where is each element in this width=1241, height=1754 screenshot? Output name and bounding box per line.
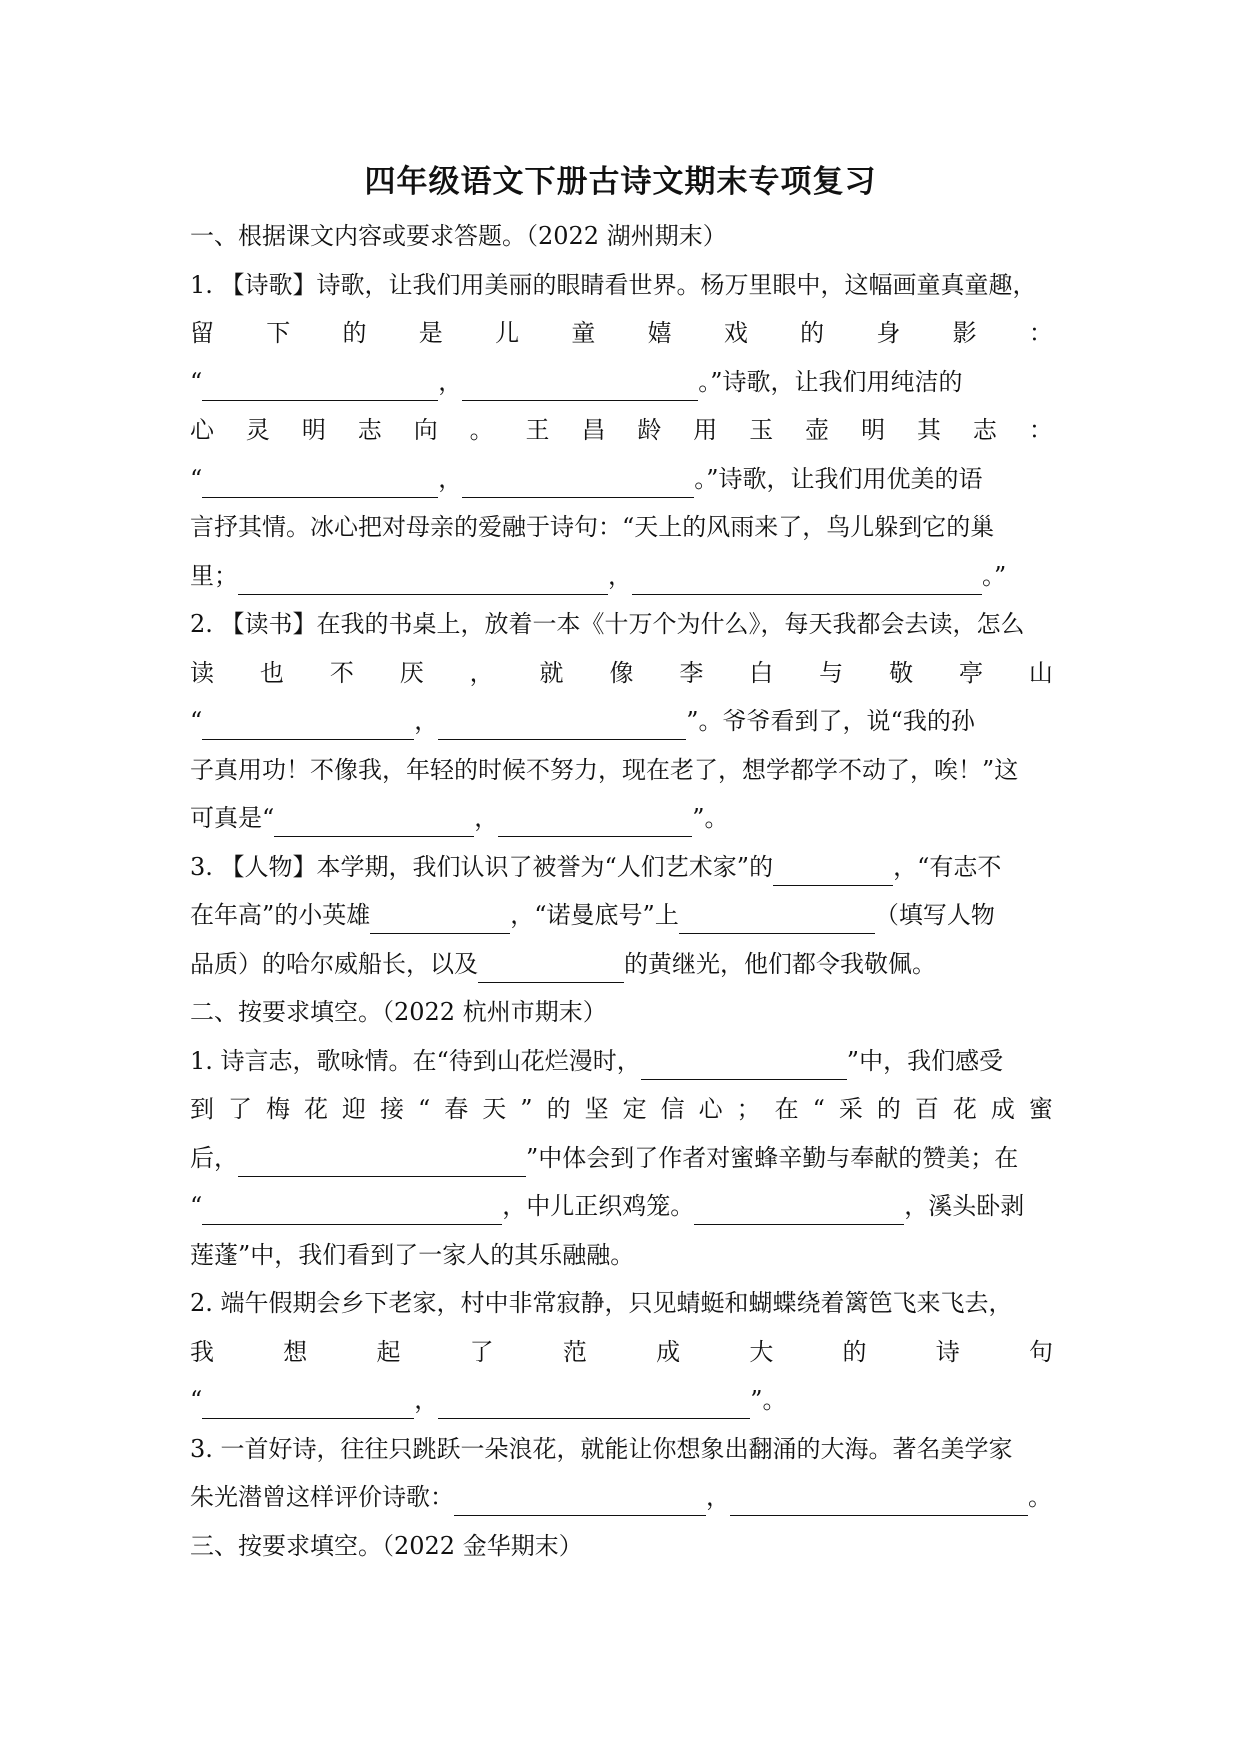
spaced-char: 留 [190,319,214,347]
q2-3-line-1: 3. 一首好诗，往往只跳跃一朵浪花，就能让你想象出翻涌的大海。著名美学家 [190,1435,1013,1463]
answer-blank[interactable] [641,1049,847,1080]
worksheet-title: 四年级语文下册古诗文期末专项复习 [364,164,877,200]
q1-1-line-5 [190,455,1053,504]
comma: ， [438,465,463,493]
spaced-char: ” [520,1095,533,1123]
spaced-char: 亭 [958,659,983,687]
spaced-char: 童 [571,319,596,347]
comma: ， [414,707,439,735]
comma: ， [438,368,463,396]
q1-2-line-1: 2. 【读书】在我的书桌上，放着一本《十万个为什么》，每天我都会去读，怎么 [190,610,1025,638]
comma: ， [414,1386,439,1414]
line-text: ”。 [692,804,729,832]
line-text: 1. 诗言志，歌咏情。在“待到山花烂漫时， [190,1047,641,1075]
answer-blank[interactable] [462,370,698,401]
spaced-char: 的 [546,1095,571,1123]
spaced-char: 昌 [581,416,606,444]
q2-3-line-2 [190,1473,1053,1522]
line-text: （填写人物 [874,901,995,929]
spaced-char: 百 [914,1095,939,1123]
q2-1-line-1 [190,1037,1053,1086]
spaced-char: ； [736,1095,761,1123]
answer-blank[interactable] [462,467,694,498]
spaced-char: 像 [609,659,634,687]
answer-blank[interactable] [498,806,692,837]
open-quote: “ [190,368,203,396]
spaced-char: 了 [228,1095,252,1123]
spaced-char: 心 [698,1095,723,1123]
spaced-char: 定 [622,1095,647,1123]
line-text: 。”诗歌，让我们用纯洁的 [698,368,963,396]
spaced-char: 明 [301,416,326,444]
q1-2-line-3 [190,697,1053,746]
q1-1-line-2 [190,309,1053,358]
spaced-char: 山 [1028,659,1053,687]
answer-blank[interactable] [238,564,608,595]
answer-blank[interactable] [274,806,474,837]
spaced-char: 春 [444,1095,469,1123]
q2-1-line-5: 莲蓬”中，我们看到了一家人的其乐融融。 [190,1241,635,1269]
spaced-char: 信 [660,1095,685,1123]
spaced-char: 迎 [342,1095,366,1123]
spaced-char: 用 [693,416,718,444]
q1-2-line-2 [190,649,1053,698]
spaced-char: 的 [842,1338,867,1366]
answer-blank[interactable] [238,1146,526,1177]
spaced-char: 志 [357,416,382,444]
line-text: 朱光潜曾这样评价诗歌： [190,1483,454,1511]
spaced-char: “ [418,1095,431,1123]
answer-blank[interactable] [202,1388,414,1419]
line-text: ，“诺曼底号”上 [510,901,679,929]
answer-blank[interactable] [202,1194,502,1225]
line-text: 后， [190,1144,238,1172]
q2-2-line-3 [190,1376,1053,1425]
spaced-char: 玉 [749,416,774,444]
q1-1-line-3 [190,358,1053,407]
open-quote: “ [190,465,203,493]
answer-blank[interactable] [632,564,982,595]
line-text: ，溪头卧剥 [904,1192,1025,1220]
spaced-char: 梅 [266,1095,290,1123]
q2-1-line-2 [190,1085,1053,1134]
comma: ， [706,1483,730,1511]
answer-blank[interactable] [730,1485,1028,1516]
spaced-char: 天 [482,1095,507,1123]
line-text: 可真是“ [190,804,275,832]
spaced-char: 影 [952,319,977,347]
q1-1-line-4 [190,406,1053,455]
comma: ， [474,804,499,832]
answer-blank[interactable] [202,467,438,498]
q1-1-line-1: 1. 【诗歌】诗歌，让我们用美丽的眼睛看世界。杨万里眼中，这幅画童真童趣， [190,271,1037,299]
spaced-char: 的 [876,1095,901,1123]
spaced-char: 的 [342,319,367,347]
answer-blank[interactable] [438,709,686,740]
spaced-char: ， [469,659,494,687]
spaced-char: 是 [418,319,443,347]
spaced-char: 成 [656,1338,681,1366]
q2-1-line-3 [190,1134,1053,1183]
q1-3-line-1 [190,843,1053,892]
spaced-char: 心 [190,416,214,444]
spaced-char: “ [812,1095,825,1123]
spaced-char: 壶 [805,416,830,444]
spaced-char: 起 [376,1338,401,1366]
spaced-char: 向 [413,416,438,444]
spaced-char: 戏 [723,319,748,347]
spaced-char: ： [1028,319,1053,347]
q1-1-line-7 [190,552,1053,601]
spaced-char: 其 [916,416,941,444]
line-text: ”。 [750,1386,787,1414]
spaced-char: 嬉 [647,319,672,347]
spaced-char: 也 [259,659,284,687]
spaced-char: 王 [525,416,550,444]
spaced-char: 与 [819,659,844,687]
q2-2-line-1: 2. 端午假期会乡下老家，村中非常寂静，只见蜻蜓和蝴蝶绕着篱笆飞来飞去， [190,1289,1013,1317]
spaced-char: 花 [304,1095,328,1123]
spaced-char: 就 [539,659,564,687]
spaced-char: 到 [190,1095,214,1123]
spaced-char: 敬 [889,659,914,687]
line-text: 品质）的哈尔威船长，以及 [190,950,478,978]
line-text: 在年高”的小英雄 [190,901,371,929]
spaced-char: 诗 [935,1338,960,1366]
answer-blank[interactable] [454,1485,706,1516]
spaced-char: 白 [749,659,774,687]
comma: ， [608,562,632,590]
line-text: 里； [190,562,238,590]
line-text: 的黄继光，他们都令我敬佩。 [624,950,936,978]
answer-blank[interactable] [438,1388,750,1419]
section-2-heading: 二、按要求填空。（2022 杭州市期末） [190,998,607,1026]
section-1-heading: 一、根据课文内容或要求答题。（2022 湖州期末） [190,222,727,250]
line-text: 。” [982,562,1007,590]
spaced-char: 厌 [399,659,424,687]
answer-blank[interactable] [202,370,438,401]
spaced-char: 灵 [245,416,270,444]
answer-blank[interactable] [478,952,624,983]
section-3-heading: 三、按要求填空。（2022 金华期末） [190,1532,583,1560]
answer-blank[interactable] [694,1194,904,1225]
q1-2-line-5 [190,794,1053,843]
spaced-char: 李 [679,659,704,687]
spaced-char: 不 [329,659,354,687]
q2-1-line-4 [190,1182,1053,1231]
spaced-char: 儿 [495,319,520,347]
spaced-char: 在 [774,1095,799,1123]
spaced-char: 接 [380,1095,404,1123]
spaced-char: 大 [749,1338,774,1366]
q1-1-line-6: 言抒其情。冰心把对母亲的爱融于诗句：“天上的风雨来了，鸟儿躲到它的巢 [190,513,995,541]
spaced-char: 。 [469,416,494,444]
spaced-char: 了 [469,1338,494,1366]
spaced-char: ： [1028,416,1053,444]
spaced-char: 句 [1028,1338,1053,1366]
spaced-char: 采 [838,1095,863,1123]
line-text: 3. 【人物】本学期，我们认识了被誉为“人们艺术家”的 [190,853,774,881]
open-quote: “ [190,1386,203,1414]
spaced-char: 想 [283,1338,308,1366]
spaced-char: 身 [876,319,901,347]
line-text: 。 [1028,1483,1052,1511]
answer-blank[interactable] [773,855,893,886]
spaced-char: 明 [861,416,886,444]
spaced-char: 的 [800,319,825,347]
spaced-char: 我 [190,1338,214,1366]
spaced-char: 读 [190,659,214,687]
spaced-char: 花 [952,1095,977,1123]
line-text: 。”诗歌，让我们用优美的语 [694,465,983,493]
answer-blank[interactable] [370,903,510,934]
q2-2-line-2 [190,1328,1053,1377]
line-text: ，“有志不 [893,853,1002,881]
q1-3-line-3 [190,940,1053,989]
spaced-char: 龄 [637,416,662,444]
line-text: ”。爷爷看到了，说“我的孙 [686,707,975,735]
spaced-char: 蜜 [1028,1095,1053,1123]
spaced-char: 下 [266,319,291,347]
spaced-char: 成 [990,1095,1015,1123]
answer-blank[interactable] [679,903,875,934]
line-text: ，中儿正织鸡笼。 [502,1192,695,1220]
open-quote: “ [190,1192,203,1220]
q1-3-line-2 [190,891,1053,940]
spaced-char: 范 [562,1338,587,1366]
q1-2-line-4: 子真用功！不像我，年轻的时候不努力，现在老了，想学都学不动了，唉！”这 [190,756,1019,784]
line-text: ”中体会到了作者对蜜蜂辛勤与奉献的赞美；在 [526,1144,1019,1172]
line-text: ”中，我们感受 [846,1047,1004,1075]
spaced-char: 坚 [584,1095,609,1123]
spaced-char: 志 [972,416,997,444]
open-quote: “ [190,707,203,735]
answer-blank[interactable] [202,709,414,740]
